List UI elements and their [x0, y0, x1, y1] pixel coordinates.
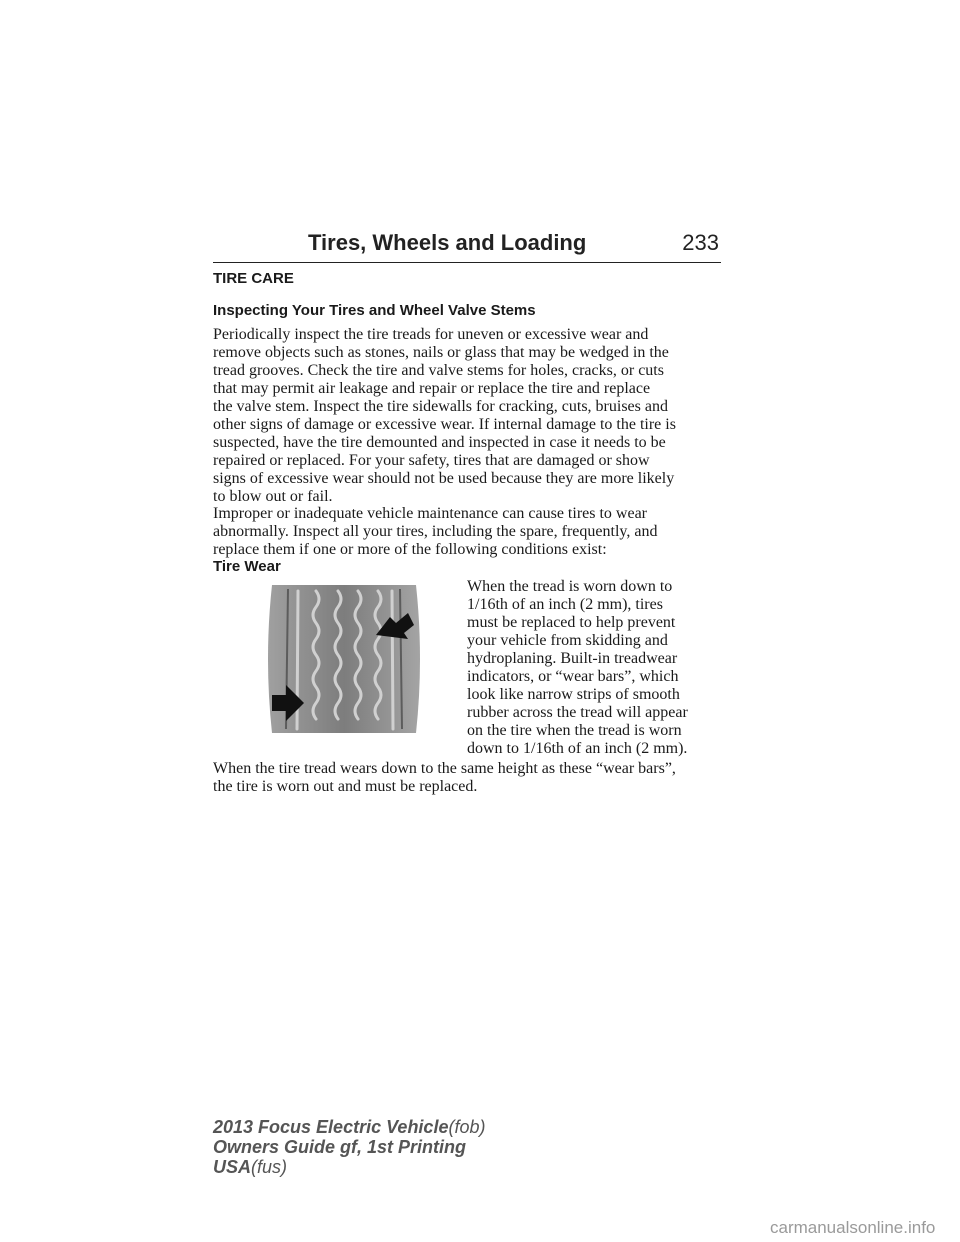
page-number: 233 — [682, 230, 719, 255]
tire-wear-caption — [467, 578, 727, 758]
text-line: must be replaced to help prevent — [467, 614, 676, 631]
text-line: abnormally. Inspect all your tires, including the spare, frequently, and — [213, 523, 658, 540]
text-line: that may permit air leakage and repair or replace the tire and replace — [213, 380, 651, 397]
text-line: down to 1/16th of an inch (2 mm). — [467, 740, 688, 757]
document-footer — [213, 1117, 485, 1177]
text-line: look like narrow strips of smooth — [467, 686, 680, 703]
paragraph-worn-out — [213, 760, 723, 796]
text-line: Periodically inspect the tire treads for uneven or excessive wear and — [213, 326, 649, 343]
text-line: When the tire tread wears down to the same height as these “wear bars”, — [213, 760, 676, 777]
footer-line — [213, 1157, 485, 1177]
text-line: indicators, or “wear bars”, which — [467, 668, 679, 685]
section-title: TIRE CARE — [213, 270, 294, 287]
text-line: Improper or inadequate vehicle maintenance can cause tires to wear — [213, 505, 648, 522]
footer-region: USA — [213, 1157, 252, 1177]
subheading-tire-wear: Tire Wear — [213, 558, 281, 575]
subheading-inspect: Inspecting Your Tires and Wheel Valve Stems — [213, 302, 536, 319]
text-line: suspected, have the tire demounted and inspected in case it needs to be — [213, 434, 666, 451]
text-line: replace them if one or more of the following conditions exist: — [213, 541, 607, 558]
text-line: signs of excessive wear should not be used because they are more likely — [213, 470, 675, 487]
footer-model-code: (fob) — [448, 1117, 486, 1137]
text-line: on the tire when the tread is worn — [467, 722, 682, 739]
paragraph-inspect — [213, 326, 723, 506]
text-line: remove objects such as stones, nails or glass that may be wedged in the — [213, 344, 669, 361]
text-line: tread grooves. Check the tire and valve stems for holes, cracks, or cuts — [213, 362, 664, 379]
text-line: your vehicle from skidding and — [467, 632, 668, 649]
footer-guide: Owners Guide gf, 1st Printing — [213, 1137, 467, 1157]
page-header — [213, 228, 721, 263]
text-line: When the tread is worn down to — [467, 578, 673, 595]
footer-line — [213, 1117, 485, 1137]
text-line: 1/16th of an inch (2 mm), tires — [467, 596, 663, 613]
text-line: other signs of damage or excessive wear. If internal damage to the tire is — [213, 416, 676, 433]
text-line: the valve stem. Inspect the tire sidewalls for cracking, cuts, bruises and — [213, 398, 668, 415]
watermark: carmanualsonline.info — [770, 1218, 936, 1237]
text-line: rubber across the tread will appear — [467, 704, 688, 721]
footer-model: 2013 Focus Electric Vehicle — [213, 1117, 449, 1137]
footer-line — [213, 1137, 485, 1157]
text-line: repaired or replaced. For your safety, tires that are damaged or show — [213, 452, 650, 469]
text-line: to blow out or fail. — [213, 488, 333, 505]
footer-region-code: (fus) — [251, 1157, 288, 1177]
text-line: the tire is worn out and must be replaced. — [213, 778, 478, 795]
section-name: Tires, Wheels and Loading — [308, 230, 587, 255]
paragraph-maintenance — [213, 505, 723, 559]
text-line: hydroplaning. Built-in treadwear — [467, 650, 678, 667]
tire-tread-wear-bars-icon — [258, 583, 430, 735]
